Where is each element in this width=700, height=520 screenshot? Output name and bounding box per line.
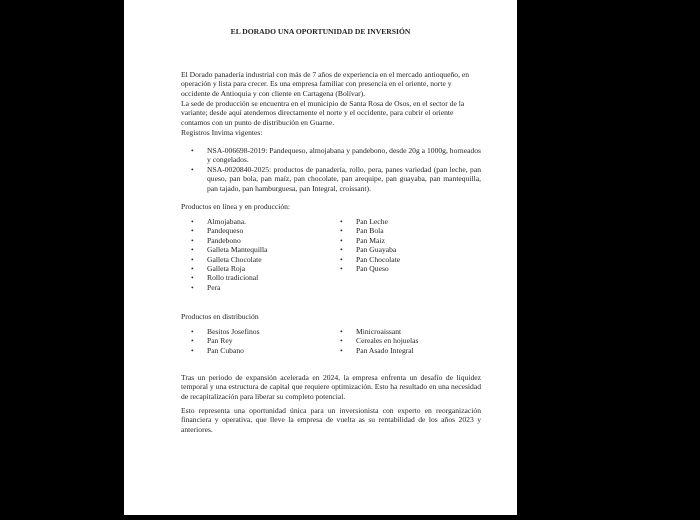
list-item: • Galleta Roja [181, 264, 341, 273]
distribucion-list-left [181, 327, 341, 355]
document-title: EL DORADO UNA OPORTUNIDAD DE INVERSIÓN [230, 27, 411, 36]
produccion-list-left [181, 217, 341, 292]
list-item: • Galleta Chocolate [181, 255, 341, 264]
registros-list [181, 146, 481, 193]
distribucion-heading: Productos en distribución [181, 312, 259, 321]
list-item: • Pandebono [181, 236, 341, 245]
list-item: • Rollo tradicional [181, 273, 341, 282]
expansion-paragraph: Tras un periodo de expansión acelerada en 2024, la empresa enfrenta un desafío de liquidez temporal y una estructura de capital que requiere optimización. Esto ha resultado en una necesidad de recapitalización para liberar su completo potencial. [181, 373, 481, 401]
registros-heading: Registros Invima vigentes: [181, 128, 263, 137]
list-item: • Pandequeso [181, 226, 341, 235]
sede-paragraph: La sede de producción se encuentra en el municipio de Santa Rosa de Osos, en el sector de la variante; desde aquí atendemos directamente el norte y el occidente, para cubrir el oriente contamos con un punto de distribución en Guarne. [181, 99, 465, 127]
list-item: • Pan Queso [330, 264, 470, 273]
list-item: • Pan Chocolate [330, 255, 470, 264]
oportunidad-paragraph: Esto representa una oportunidad única para un inversionista con experto en reorganización financiera y operativa, que lleve la empresa de vuelta as su rentabilidad de los años 2023 y anteriores. [181, 406, 481, 434]
list-item: • Pan Maiz [330, 236, 470, 245]
list-item: • Almojabana. [181, 217, 341, 226]
document-page [124, 0, 517, 515]
intro-paragraph: El Dorado panadería industrial con más de 7 años de experiencia en el mercado antioqueño, en operación y lista para crecer. Es una empresa familiar con presencia en el oriente, norte y occidente de Antioquia y con cliente en Cartagena (Bolívar). [181, 70, 470, 98]
list-item: • Pan Guayaba [330, 245, 470, 254]
produccion-heading: Productos en línea y en producción: [181, 202, 291, 211]
produccion-list-right [330, 217, 470, 273]
distribucion-list-right [330, 327, 470, 355]
list-item: • Pera [181, 283, 341, 292]
list-item: • Pan Asado Integral [330, 346, 470, 355]
list-item: • Pan Rey [181, 336, 341, 345]
list-item: • Minicroaissant [330, 327, 470, 336]
list-item: • Besitos Josefinos [181, 327, 341, 336]
list-item: • Pan Bola [330, 226, 470, 235]
list-item: • NSA-0020840-2025: productos de panadería, rollo, pera, panes variedad (pan leche, pan queso, pan bola, pan maíz, pan chocolate, pan arequipe, pan guayaba, pan mantequilla, pan tajado, pan hamburguesa, pan Integral, croissant). [181, 165, 481, 193]
list-item: • Pan Leche [330, 217, 470, 226]
list-item: • Pan Cubano [181, 346, 341, 355]
list-item: • Cereales en hojuelas [330, 336, 470, 345]
list-item: • Galleta Mantequilla [181, 245, 341, 254]
list-item: • NSA-006698-2019: Pandequeso, almojabana y pandebono, desde 20g a 1000g, horneados y congelados. [181, 146, 481, 165]
